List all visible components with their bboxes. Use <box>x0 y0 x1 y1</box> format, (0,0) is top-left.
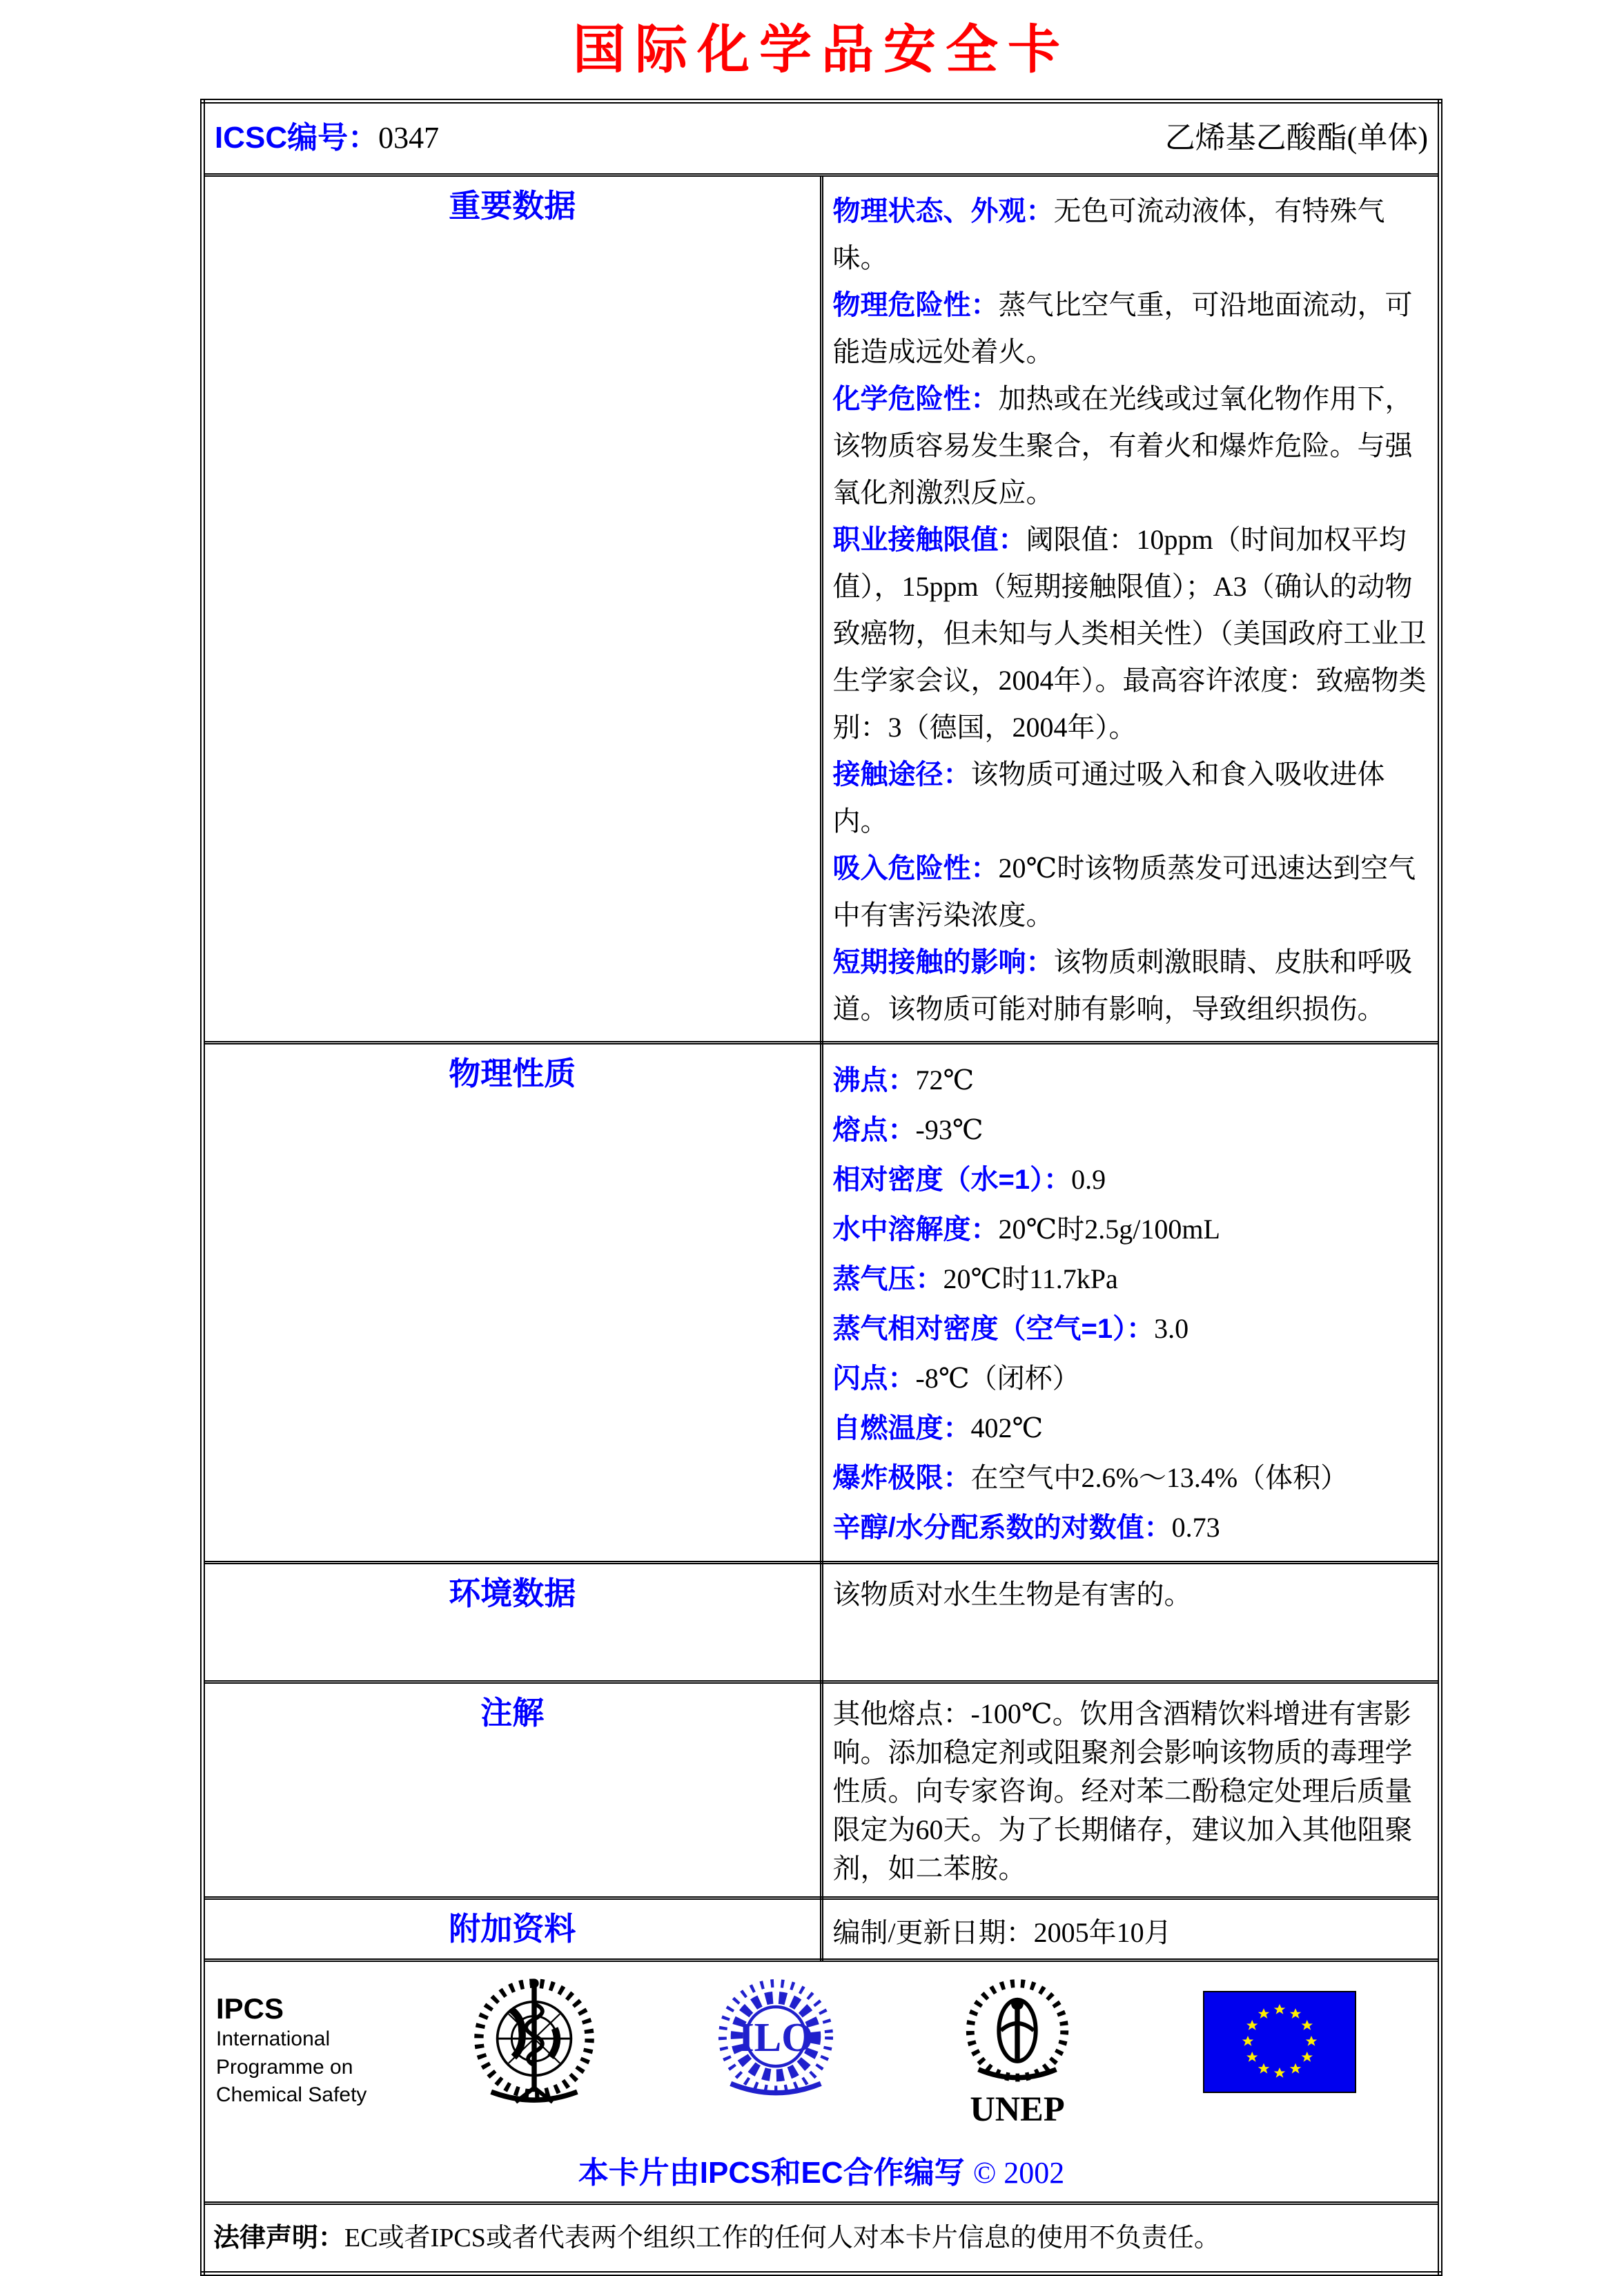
section-content-notes <box>821 1682 1440 1898</box>
eu-flag-icon <box>1203 1991 1356 2097</box>
unep-letters: UNEP <box>970 2089 1065 2128</box>
property-item <box>833 1403 1430 1453</box>
item-label: 短期接触的影响： <box>832 946 1054 977</box>
item-label: 熔点： <box>832 1114 916 1145</box>
item-label: 职业接触限值： <box>832 524 1026 555</box>
property-item <box>833 1105 1430 1155</box>
section-label-notes: 注解 <box>203 1682 822 1898</box>
item-label: 化学危险性： <box>832 383 999 414</box>
item-text: 在空气中2.6%～13.4%（体积） <box>970 1461 1349 1493</box>
table-row-notes <box>203 1682 1440 1898</box>
section-content-important-data <box>821 175 1440 1042</box>
icsc-number-value: 0347 <box>378 121 440 155</box>
item-text: -93℃ <box>915 1113 984 1145</box>
item-text: 该物质刺激眼睛、皮肤和呼吸道。该物质可能对肺有影响，导致组织损伤。 <box>832 946 1413 1024</box>
item-label: 相对密度（水=1）： <box>832 1164 1072 1195</box>
important-item <box>833 751 1430 845</box>
environmental-text: 该物质对水生生物是有害的。 <box>832 1578 1192 1610</box>
item-label: 沸点： <box>832 1064 916 1096</box>
item-text: 加热或在光线或过氧化物作用下，该物质容易发生聚合，有着火和爆炸危险。与强氧化剂激烈反应。 <box>832 382 1413 508</box>
property-item <box>833 1205 1430 1254</box>
item-label: 吸入危险性： <box>832 853 999 884</box>
item-label: 辛醇/水分配系数的对数值： <box>832 1512 1172 1543</box>
logos-cell <box>203 1960 1440 2203</box>
additional-info-text: 编制/更新日期：2005年10月 <box>832 1916 1172 1948</box>
table-row-logos <box>203 1960 1440 2203</box>
chemical-name: 乙烯基乙酸酯(单体) <box>1164 121 1428 155</box>
property-item <box>833 1503 1430 1553</box>
item-text: 402℃ <box>970 1412 1044 1443</box>
important-item <box>833 188 1430 282</box>
important-item <box>833 939 1430 1033</box>
page-title: 国际化学品安全卡 <box>573 19 1070 80</box>
important-item <box>833 845 1430 939</box>
section-label-physical-properties: 物理性质 <box>203 1042 822 1562</box>
table-row-physical-properties <box>203 1042 1440 1562</box>
icsc-number-label: ICSC编号： <box>215 121 379 155</box>
table-row-legal <box>203 2203 1440 2273</box>
important-item <box>833 376 1430 516</box>
item-label: 蒸气压： <box>832 1263 943 1294</box>
table-row-environmental-data <box>203 1562 1440 1682</box>
copyright-text: © 2002 <box>972 2155 1065 2190</box>
section-label-important-data: 重要数据 <box>203 175 822 1042</box>
ipcs-subtitle-line: Programme on <box>216 2055 353 2079</box>
caption-text: 本卡片由IPCS和EC合作编写 <box>578 2155 965 2190</box>
section-label-additional-info: 附加资料 <box>203 1898 822 1960</box>
item-label: 蒸气相对密度（空气=1）： <box>832 1313 1155 1344</box>
ilo-logo-icon <box>714 1977 837 2116</box>
item-label: 物理危险性： <box>832 289 999 320</box>
section-content-physical-properties <box>821 1042 1440 1562</box>
item-text: 20℃时2.5g/100mL <box>998 1213 1220 1245</box>
header-cell <box>203 101 1440 175</box>
item-label: 物理状态、外观： <box>832 195 1054 226</box>
item-text: 0.73 <box>1171 1511 1220 1543</box>
item-label: 接触途径： <box>832 759 971 790</box>
unep-logo-icon <box>956 1977 1079 2132</box>
important-item <box>833 282 1430 376</box>
item-text: 20℃时该物质蒸发可迅速达到空气中有害污染浓度。 <box>832 852 1416 931</box>
icsc-card-table <box>200 99 1442 2276</box>
who-logo-icon <box>473 1977 596 2116</box>
item-text: 阈限值：10ppm（时间加权平均值），15ppm（短期接触限值）；A3（确认的动物致癌物，但未知与人类相关性）（美国政府工业卫生学家会议，2004年）。最高容许浓度：致癌物类别：3（德国，2004年）。 <box>832 523 1427 743</box>
table-row-important-data <box>203 175 1440 1042</box>
property-item <box>833 1453 1430 1503</box>
property-item <box>833 1056 1430 1105</box>
important-item <box>833 516 1430 751</box>
property-item <box>833 1354 1430 1403</box>
item-label: 自燃温度： <box>832 1412 971 1443</box>
table-row-header <box>203 101 1440 175</box>
item-label: 爆炸极限： <box>832 1462 971 1493</box>
item-text: 0.9 <box>1071 1163 1106 1195</box>
section-content-additional-info <box>821 1898 1440 1960</box>
ipcs-subtitle-line: Chemical Safety <box>216 2083 367 2107</box>
notes-text: 其他熔点：-100℃。饮用含酒精饮料增进有害影响。添加稳定剂或阻聚剂会影响该物质的毒理学性质。向专家咨询。经对苯二酚稳定处理后质量限定为60天。为了长期储存，建议加入其他阻聚剂，如二苯胺。 <box>832 1698 1413 1884</box>
caption-line <box>205 2148 1438 2192</box>
item-text: -8℃（闭杯） <box>915 1362 1080 1394</box>
icsc-number-group <box>215 120 439 157</box>
item-text: 20℃时11.7kPa <box>943 1263 1118 1294</box>
legal-cell <box>203 2203 1440 2273</box>
section-label-environmental-data: 环境数据 <box>203 1562 822 1682</box>
property-item <box>833 1304 1430 1354</box>
ipcs-title: IPCS <box>216 1992 284 2025</box>
item-text: 72℃ <box>915 1064 975 1096</box>
table-row-additional-info <box>203 1898 1440 1960</box>
ipcs-subtitle-line: International <box>216 2027 331 2051</box>
ilo-letters: ILO <box>738 2014 814 2060</box>
item-text: 无色可流动液体，有特殊气味。 <box>832 195 1385 273</box>
item-text: 该物质可通过吸入和食入吸收进体内。 <box>832 758 1385 837</box>
item-text: 蒸气比空气重，可沿地面流动，可能造成远处着火。 <box>832 289 1413 367</box>
property-item <box>833 1155 1430 1205</box>
property-item <box>833 1254 1430 1304</box>
item-text: 3.0 <box>1154 1312 1189 1344</box>
legal-label: 法律声明： <box>213 2223 345 2253</box>
item-label: 水中溶解度： <box>832 1214 999 1245</box>
legal-text: EC或者IPCS或者代表两个组织工作的任何人对本卡片信息的使用不负责任。 <box>344 2223 1220 2253</box>
section-content-environmental-data <box>821 1562 1440 1682</box>
ipcs-text-block <box>216 1992 401 2110</box>
item-label: 闪点： <box>832 1363 916 1394</box>
